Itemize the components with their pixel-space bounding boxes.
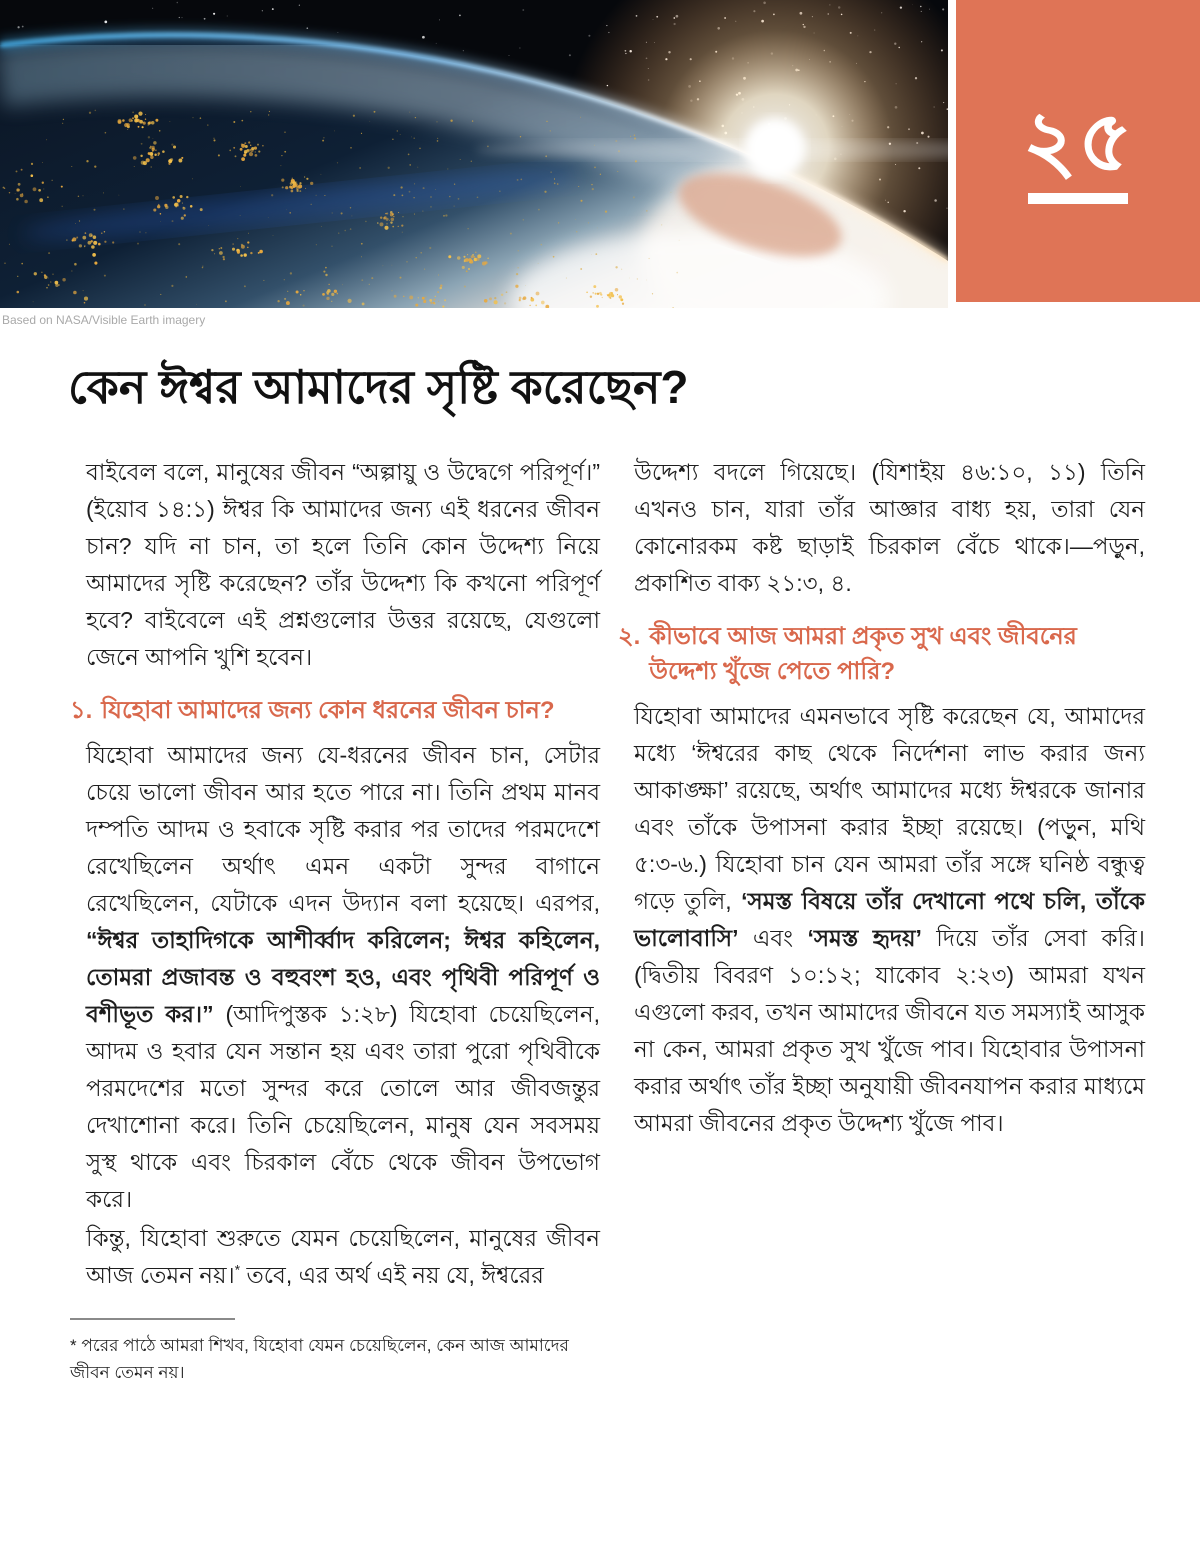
footnote-text: পরের পাঠে আমরা শিখব, যিহোবা যেমন চেয়েছিলেন, কেন আজ আমাদের জীবন তেমন নয়। bbox=[70, 1335, 569, 1382]
question-1-heading bbox=[70, 693, 600, 728]
article-title: কেন ঈশ্বর আমাদের সৃষ্টি করেছেন? bbox=[68, 361, 689, 413]
page-number: ২৫ bbox=[1022, 93, 1134, 188]
question-2-paragraph-1: যিহোবা আমাদের এমনভাবে সৃষ্টি করেছেন যে, আমাদের মধ্যে ‘ঈশ্বরের কাছ থেকে নির্দেশনা লাভ করার জন্য আকাঙ্ক্ষা’ রয়েছে, অর্থাৎ আমাদের মধ্যে ঈশ্বরকে জানার এবং তাঁকে উপাসনা করার ইচ্ছা রয়েছে। (পড়ুন, মথি ৫:৩-৬.) যিহোবা চান যেন আমরা তাঁর সঙ্গে ঘনিষ্ঠ বন্ধুত্ব গড়ে তুলি, ‘সমস্ত বিষয়ে তাঁর দেখানো পথে চলি, তাঁকে ভালোবাসি’ এবং ‘সমস্ত হৃদয়’ দিয়ে তাঁর সেবা করি। (দ্বিতীয় বিবরণ ১০:১২; যাকোব ২:২৩) আমরা যখন এগুলো করব, তখন আমাদের জীবনে যত সমস্যাই আসুক না কেন, আমরা প্রকৃত সুখ খুঁজে পাব। যিহোবার উপাসনা করার অর্থাৎ তাঁর ইচ্ছা অনুযায়ী জীবনযাপন করার মাধ্যমে আমরা জীবনের প্রকৃত উদ্দেশ্য খুঁজে পাব। bbox=[634, 702, 1145, 1136]
earth-sunrise-illustration bbox=[0, 0, 948, 308]
question-1-paragraph-1: যিহোবা আমাদের জন্য যে-ধরনের জীবন চান, সেটার চেয়ে ভালো জীবন আর হতে পারে না। তিনি প্রথম মানব দম্পতি আদম ও হবাকে সৃষ্টি করার পর তাদের পরমদেশে রেখেছিলেন অর্থাৎ এমন একটা সুন্দর বাগানে রেখেছিলেন, যেটাকে এদন উদ্যান বলা হয়েছে। এরপর, “ঈশ্বর তাহাদিগকে আশীর্ব্বাদ করিলেন; ঈশ্বর কহিলেন, তোমরা প্রজাবন্ত ও বহুবংশ হও, এবং পৃথিবী পরিপূর্ণ ও বশীভূত কর।” (আদিপুস্তক ১:২৮) যিহোবা চেয়েছিলেন, আদম ও হবার যেন সন্তান হয় এবং তারা পুরো পৃথিবীকে পরমদেশের মতো সুন্দর করে তোলে আর জীবজন্তুর দেখাশোনা করে। তিনি চেয়েছিলেন, মানুষ যেন সবসময় সুস্থ থাকে এবং চিরকাল বেঁচে থেকে জীবন উপভোগ করে। bbox=[86, 741, 600, 1212]
column-right bbox=[618, 454, 1145, 1386]
question-1-paragraph-2-continued: উদ্দেশ্য বদলে গিয়েছে। (যিশাইয় ৪৬:১০, ১১) তিনি এখনও চান, যারা তাঁর আজ্ঞার বাধ্য হয়, তারা যেন কোনোরকম কষ্ট ছাড়াই চিরকাল বেঁচে থাকে।—পড়ুন, প্রকাশিত বাক্য ২১:৩, ৪. bbox=[634, 458, 1145, 596]
hero-header bbox=[0, 0, 1200, 308]
photo-credit: Based on NASA/Visible Earth imagery bbox=[2, 313, 206, 327]
page-number-badge bbox=[956, 0, 1200, 302]
sun-core bbox=[759, 132, 791, 164]
footnote-marker: * bbox=[70, 1335, 77, 1355]
question-2-text: কীভাবে আজ আমরা প্রকৃত সুখ এবং জীবনের উদ্দেশ্য খুঁজে পেতে পারি? bbox=[649, 622, 1077, 685]
footnote-divider bbox=[70, 1318, 235, 1320]
earth-from-space-photo bbox=[0, 0, 948, 308]
article-columns bbox=[70, 454, 1145, 1386]
question-2-heading bbox=[618, 619, 1145, 689]
intro-paragraph: বাইবেল বলে, মানুষের জীবন “অল্পায়ু ও উদ্বেগে পরিপূর্ণ।” (ইয়োব ১৪:১) ঈশ্বর কি আমাদের জন্য এই ধরনের জীবন চান? যদি না চান, তা হলে তিনি কোন উদ্দেশ্য নিয়ে আমাদের সৃষ্টি করেছেন? তাঁর উদ্দেশ্য কি কখনো পরিপূর্ণ হবে? বাইবেলে এই প্রশ্নগুলোর উত্তর রয়েছে, যেগুলো জেনে আপনি খুশি হবেন। bbox=[86, 458, 600, 670]
footnote-block bbox=[70, 1318, 600, 1386]
question-1-paragraph-2: কিন্তু, যিহোবা শুরুতে যেমন চেয়েছিলেন, মানুষের জীবন আজ তেমন নয়।* তবে, এর অর্থ এই নয় যে, ঈশ্বরের bbox=[86, 1224, 600, 1288]
footnote bbox=[70, 1332, 600, 1386]
column-left bbox=[70, 454, 600, 1386]
question-1-number: ১. bbox=[70, 696, 93, 724]
page-number-underline bbox=[1028, 193, 1128, 204]
question-1-text: যিহোবা আমাদের জন্য কোন ধরনের জীবন চান? bbox=[101, 696, 555, 724]
question-2-number: ২. bbox=[618, 622, 641, 650]
